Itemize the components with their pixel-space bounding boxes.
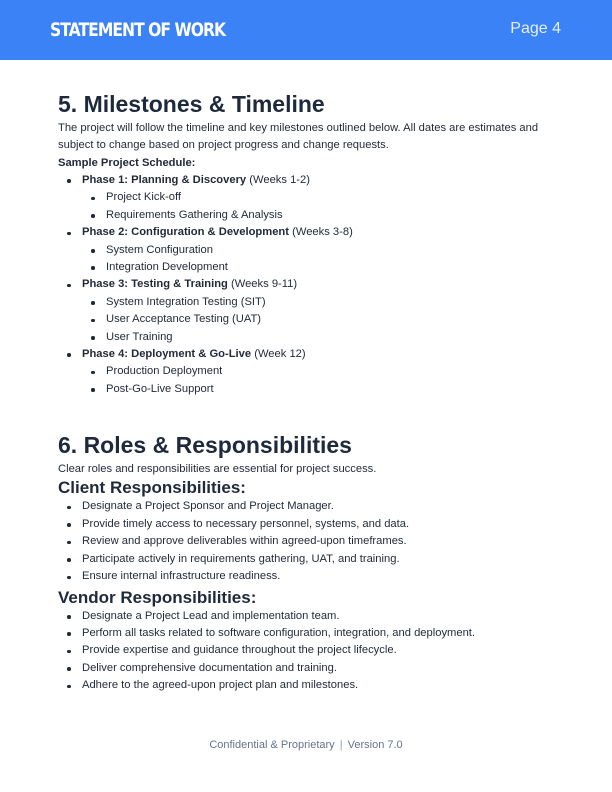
phase-task: Project Kick-off — [106, 189, 558, 206]
footer-separator: | — [339, 739, 343, 751]
vendor-responsibilities-title: Vendor Responsibilities: — [58, 587, 257, 607]
phase-task: User Training — [106, 329, 558, 346]
confidentiality-label: Confidential & Proprietary — [209, 739, 335, 751]
phase-name: Phase 3: Testing & Training — [82, 278, 228, 291]
schedule-label: Sample Project Schedule: — [58, 156, 196, 169]
phase-duration: (Weeks 1-2) — [249, 173, 310, 186]
phase-task-list — [82, 242, 558, 277]
phase-task: Requirements Gathering & Analysis — [106, 207, 558, 224]
document-title: STATEMENT OF WORK — [50, 19, 226, 41]
phase-item — [82, 224, 558, 276]
list-item: Perform all tasks related to software configuration, integration, and deployment. — [82, 625, 558, 642]
client-responsibilities-title: Client Responsibilities: — [58, 478, 246, 498]
page-content — [58, 90, 558, 695]
phase-task: Integration Development — [106, 259, 558, 276]
phase-name: Phase 1: Planning & Discovery — [82, 173, 247, 186]
list-item: Provide expertise and guidance throughout the project lifecycle. — [82, 642, 558, 659]
phase-duration: (Week 12) — [254, 347, 306, 360]
phase-task: Post-Go-Live Support — [106, 381, 558, 398]
section-intro: Clear roles and responsibilities are essential for project success. — [58, 463, 377, 476]
phase-item — [82, 276, 558, 346]
page-header — [0, 0, 612, 60]
page-number: Page 4 — [510, 20, 561, 37]
phase-task-list — [82, 363, 558, 398]
list-item: Review and approve deliverables within agreed-upon timeframes. — [82, 533, 558, 550]
vendor-responsibilities-list — [58, 608, 558, 695]
list-item: Adhere to the agreed-upon project plan and milestones. — [82, 677, 558, 694]
phase-item — [82, 172, 558, 224]
phase-item — [82, 346, 558, 398]
section-title-roles: 6. Roles & Responsibilities — [58, 432, 352, 459]
list-item: Designate a Project Lead and implementation team. — [82, 608, 558, 625]
list-item: Designate a Project Sponsor and Project Manager. — [82, 498, 558, 515]
list-item: Deliver comprehensive documentation and training. — [82, 660, 558, 677]
phase-task: Production Deployment — [106, 363, 558, 380]
phase-task-list — [82, 189, 558, 224]
version-label: Version 7.0 — [347, 739, 403, 751]
list-item: Ensure internal infrastructure readiness. — [82, 568, 558, 585]
phase-duration: (Weeks 3-8) — [292, 226, 353, 239]
phase-task: System Integration Testing (SIT) — [106, 294, 558, 311]
phase-list — [58, 172, 558, 398]
phase-name: Phase 4: Deployment & Go-Live — [82, 347, 252, 360]
list-item: Provide timely access to necessary personnel, systems, and data. — [82, 516, 558, 533]
phase-name: Phase 2: Configuration & Development — [82, 226, 289, 239]
phase-task: System Configuration — [106, 242, 558, 259]
list-item: Participate actively in requirements gathering, UAT, and training. — [82, 551, 558, 568]
client-responsibilities-list — [58, 498, 558, 585]
section-title-milestones: 5. Milestones & Timeline — [58, 91, 325, 117]
phase-duration: (Weeks 9-11) — [231, 278, 298, 291]
phase-task-list — [82, 294, 558, 346]
page-footer — [0, 739, 612, 751]
phase-task: User Acceptance Testing (UAT) — [106, 311, 558, 328]
section-intro: The project will follow the timeline and key milestones outlined below. All dates are estimates and subject to change based on project progress and change requests. — [58, 122, 539, 152]
